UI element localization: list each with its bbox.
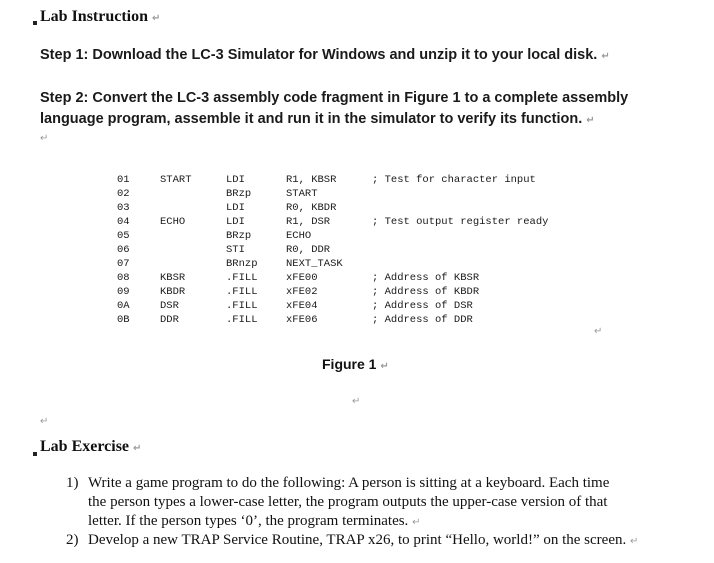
return-mark-icon: ↵ <box>412 517 421 528</box>
line-opcode: LDI <box>226 174 245 186</box>
line-number: 02 <box>117 188 130 200</box>
lab-instruction-title-text: Lab Instruction <box>40 8 149 25</box>
line-operands: xFE06 <box>286 314 318 326</box>
heading-bullet <box>33 452 37 456</box>
line-comment: ; Address of KBSR <box>372 272 480 284</box>
line-number: 01 <box>117 174 130 186</box>
return-mark-icon: ↵ <box>629 536 639 547</box>
line-operands: R0, DDR <box>286 244 331 256</box>
line-number: 06 <box>117 244 130 256</box>
line-operands: xFE02 <box>286 286 318 298</box>
line-operands: xFE04 <box>286 300 318 312</box>
line-opcode: .FILL <box>226 314 258 326</box>
line-label: DDR <box>160 314 179 326</box>
line-operands: xFE00 <box>286 272 318 284</box>
line-comment: ; Address of DSR <box>372 300 473 312</box>
line-opcode: BRzp <box>226 230 252 242</box>
line-label: KBSR <box>160 272 186 284</box>
return-mark-icon: ↵ <box>352 396 361 407</box>
return-mark-icon: ↵ <box>601 51 610 62</box>
line-number: 0B <box>117 314 130 326</box>
line-label: DSR <box>160 300 179 312</box>
exercise-1-line-1: Write a game program to do the following: A person is sitting at a keyboard. Each time <box>88 475 610 491</box>
return-mark-icon: ↵ <box>133 443 142 454</box>
return-mark-icon: ↵ <box>594 326 603 337</box>
line-label: START <box>160 174 192 186</box>
return-mark-icon: ↵ <box>152 13 161 24</box>
lab-exercise-title <box>40 438 141 456</box>
line-number: 04 <box>117 216 130 228</box>
line-comment: ; Test for character input <box>372 174 536 186</box>
exercise-2-text <box>88 531 708 551</box>
line-opcode: STI <box>226 244 245 256</box>
return-mark-icon: ↵ <box>586 115 595 126</box>
line-operands: R1, DSR <box>286 216 331 228</box>
exercise-1-number: 1) <box>66 475 79 491</box>
line-comment: ; Address of KBDR <box>372 286 480 298</box>
line-opcode: .FILL <box>226 272 258 284</box>
lab-exercise-title-text: Lab Exercise <box>40 438 130 455</box>
line-opcode: LDI <box>226 202 245 214</box>
return-mark-icon: ↵ <box>40 133 49 144</box>
return-mark-icon: ↵ <box>380 361 389 372</box>
exercise-2-line-1: Develop a new TRAP Service Routine, TRAP x26, to print “Hello, world!” on the screen. <box>88 532 627 548</box>
line-comment: ; Address of DDR <box>372 314 473 326</box>
step-2-line-2: language program, assemble it and run it in the simulator to verify its function. <box>40 111 583 127</box>
figure-caption-text: Figure 1 <box>322 356 377 372</box>
line-opcode: .FILL <box>226 300 258 312</box>
line-number: 07 <box>117 258 130 270</box>
exercise-1-line-3: letter. If the person types ‘0’, the program terminates. <box>88 513 409 529</box>
exercise-2-number: 2) <box>66 532 79 548</box>
line-number: 05 <box>117 230 130 242</box>
line-operands: R1, KBSR <box>286 174 337 186</box>
line-number: 0A <box>117 300 130 312</box>
line-label: KBDR <box>160 286 186 298</box>
line-opcode: .FILL <box>226 286 258 298</box>
line-opcode: BRnzp <box>226 258 258 270</box>
line-operands: START <box>286 188 318 200</box>
exercise-1-text <box>88 474 708 532</box>
line-operands: ECHO <box>286 230 312 242</box>
exercise-1-line-3-wrap <box>88 512 708 532</box>
line-number: 09 <box>117 286 130 298</box>
return-mark-icon: ↵ <box>40 416 49 427</box>
line-operands: R0, KBDR <box>286 202 337 214</box>
line-number: 03 <box>117 202 130 214</box>
step-1-text: Step 1: Download the LC-3 Simulator for Windows and unzip it to your local disk. <box>40 47 598 63</box>
step-2-line-1: Step 2: Convert the LC-3 assembly code fragment in Figure 1 to a complete assembly <box>40 90 629 106</box>
line-comment: ; Test output register ready <box>372 216 549 228</box>
line-label: ECHO <box>160 216 186 228</box>
exercise-1-line-2: the person types a lower-case letter, the program outputs the upper-case version of that <box>88 494 608 510</box>
line-opcode: BRzp <box>226 188 252 200</box>
figure-caption <box>322 356 389 372</box>
line-operands: NEXT_TASK <box>286 258 343 270</box>
line-number: 08 <box>117 272 130 284</box>
line-opcode: LDI <box>226 216 245 228</box>
